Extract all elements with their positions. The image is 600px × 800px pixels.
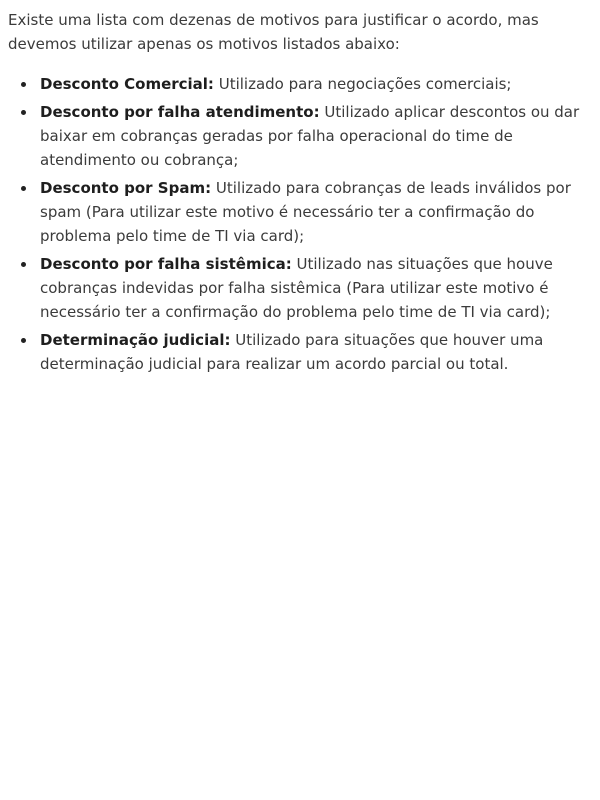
- reason-description: Utilizado para cobranças de leads inválidos por spam (Para utilizar este motivo é necessário ter a confirmação do problema pelo time de TI via card);: [40, 179, 571, 245]
- reason-term: Determinação judicial:: [40, 331, 231, 349]
- list-item: [40, 72, 590, 96]
- reason-description: Utilizado para situações que houver uma determinação judicial para realizar um acordo parcial ou total.: [40, 331, 544, 373]
- reason-term: Desconto por falha sistêmica:: [40, 255, 292, 273]
- bullet-icon: [21, 82, 26, 87]
- reasons-list: [8, 72, 590, 376]
- list-item: [40, 252, 590, 324]
- reason-description: Utilizado para negociações comerciais;: [218, 75, 512, 93]
- bullet-icon: [21, 338, 26, 343]
- reason-term: Desconto por Spam:: [40, 179, 212, 197]
- list-item: [40, 176, 590, 248]
- list-item: [40, 100, 590, 172]
- document-body: [0, 0, 600, 376]
- bullet-icon: [21, 262, 26, 267]
- reason-description: Utilizado nas situações que houve cobranças indevidas por falha sistêmica (Para utilizar este motivo é necessário ter a confirmação do problema pelo time de TI via card);: [40, 255, 553, 321]
- reason-description: Utilizado aplicar descontos ou dar baixar em cobranças geradas por falha operacional do time de atendimento ou cobrança;: [40, 103, 580, 169]
- reason-term: Desconto Comercial:: [40, 75, 214, 93]
- bullet-icon: [21, 186, 26, 191]
- reason-term: Desconto por falha atendimento:: [40, 103, 320, 121]
- bullet-icon: [21, 110, 26, 115]
- intro-paragraph: Existe uma lista com dezenas de motivos para justificar o acordo, mas devemos utilizar apenas os motivos listados abaixo:: [8, 11, 539, 53]
- list-item: [40, 328, 590, 376]
